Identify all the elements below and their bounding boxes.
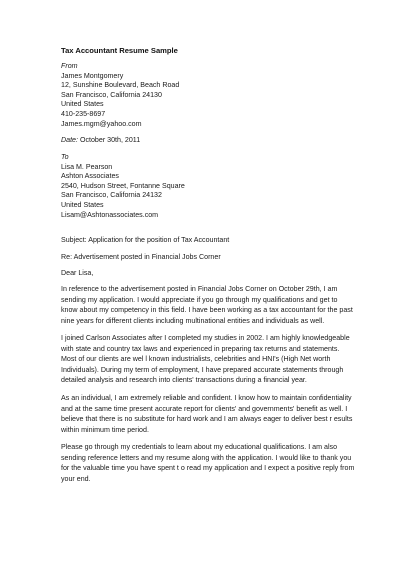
paragraph-4: [61, 442, 361, 484]
recipient-company: Ashton Associates: [61, 172, 119, 181]
paragraph-line: Most of our clients are wel l known industrialists, celebrities and HNI's (High Net worth: [61, 355, 331, 364]
paragraph-line: your end.: [61, 474, 91, 483]
subject-line: Subject: Application for the position of Tax Accountant: [61, 236, 230, 244]
recipient-address-line-2: San Francisco, California 24132: [61, 191, 162, 200]
recipient-email: Lisam@Ashtonassociates.com: [61, 210, 159, 219]
sender-address-line-1: 12, Sunshine Boulevard, Beach Road: [61, 81, 180, 90]
paragraph-1: [61, 284, 361, 326]
re-line: Re: Advertisement posted in Financial Jobs Corner: [61, 253, 221, 261]
paragraph-line: sending my application. I would appreciate if you go through my qualifications and get to: [61, 295, 338, 304]
salutation: Dear Lisa,: [61, 269, 94, 277]
recipient-block: [61, 153, 185, 220]
paragraph-line: and at the same time present accurate report for clients' and governments' benefit as well. I: [61, 404, 348, 413]
paragraph-line: Please go through my credentials to learn about my educational qualifications. I am also: [61, 443, 338, 451]
paragraph-line: know about my competency in this field. I have been working as a tax accountant for the past: [61, 306, 353, 315]
paragraph-line: As an individual, I am extremely reliable and confident. I know how to maintain confidentiality: [61, 394, 352, 402]
recipient-address-line-1: 2540, Hudson Street, Fontanne Square: [61, 181, 185, 190]
paragraph-line: nine years for different clients including multinational entities and individuals as well.: [61, 316, 325, 325]
paragraph-2: [61, 333, 361, 386]
paragraph-line: for the valuable time you have spent t o read my application and I expect a positive reply from: [61, 464, 355, 473]
sender-block: [61, 62, 179, 129]
sender-country: United States: [61, 100, 104, 109]
sender-email: James.mgm@yahoo.com: [61, 119, 142, 128]
paragraph-line: within minimum time period.: [61, 425, 149, 434]
from-label: From: [61, 62, 78, 70]
sender-address-line-2: San Francisco, California 24130: [61, 90, 162, 99]
paragraph-line: detailed analysis and research into clients' transactions during a financial year.: [61, 376, 307, 385]
paragraph-line: I joined Carlson Associates after I completed my studies in 2002. I am highly knowledgeable: [61, 334, 350, 342]
date-label: Date:: [61, 136, 78, 144]
paragraph-line: with state and country tax laws and experienced in preparing tax returns and statements.: [61, 344, 340, 353]
date-value: October 30th, 2011: [79, 136, 141, 144]
sender-phone: 410-235-8697: [61, 109, 106, 118]
paragraph-line: Individuals). During my term of employment, I have prepared accurate statements through: [61, 365, 344, 374]
to-label: To: [61, 153, 69, 161]
paragraph-3: [61, 393, 361, 435]
paragraph-line: believe that there is no substitute for hard work and I am always eager to deliver best r esults: [61, 415, 353, 424]
sender-name: James Montgomery: [61, 71, 124, 80]
recipient-country: United States: [61, 200, 104, 209]
recipient-name: Lisa M. Pearson: [61, 162, 113, 171]
paragraph-line: sending reference letters and my resume along with the application. I would like to thank you: [61, 453, 352, 462]
date-line: [61, 136, 140, 146]
paragraph-line: In reference to the advertisement posted in Financial Jobs Corner on October 29th, I am: [61, 285, 338, 293]
document-title: Tax Accountant Resume Sample: [61, 46, 178, 55]
